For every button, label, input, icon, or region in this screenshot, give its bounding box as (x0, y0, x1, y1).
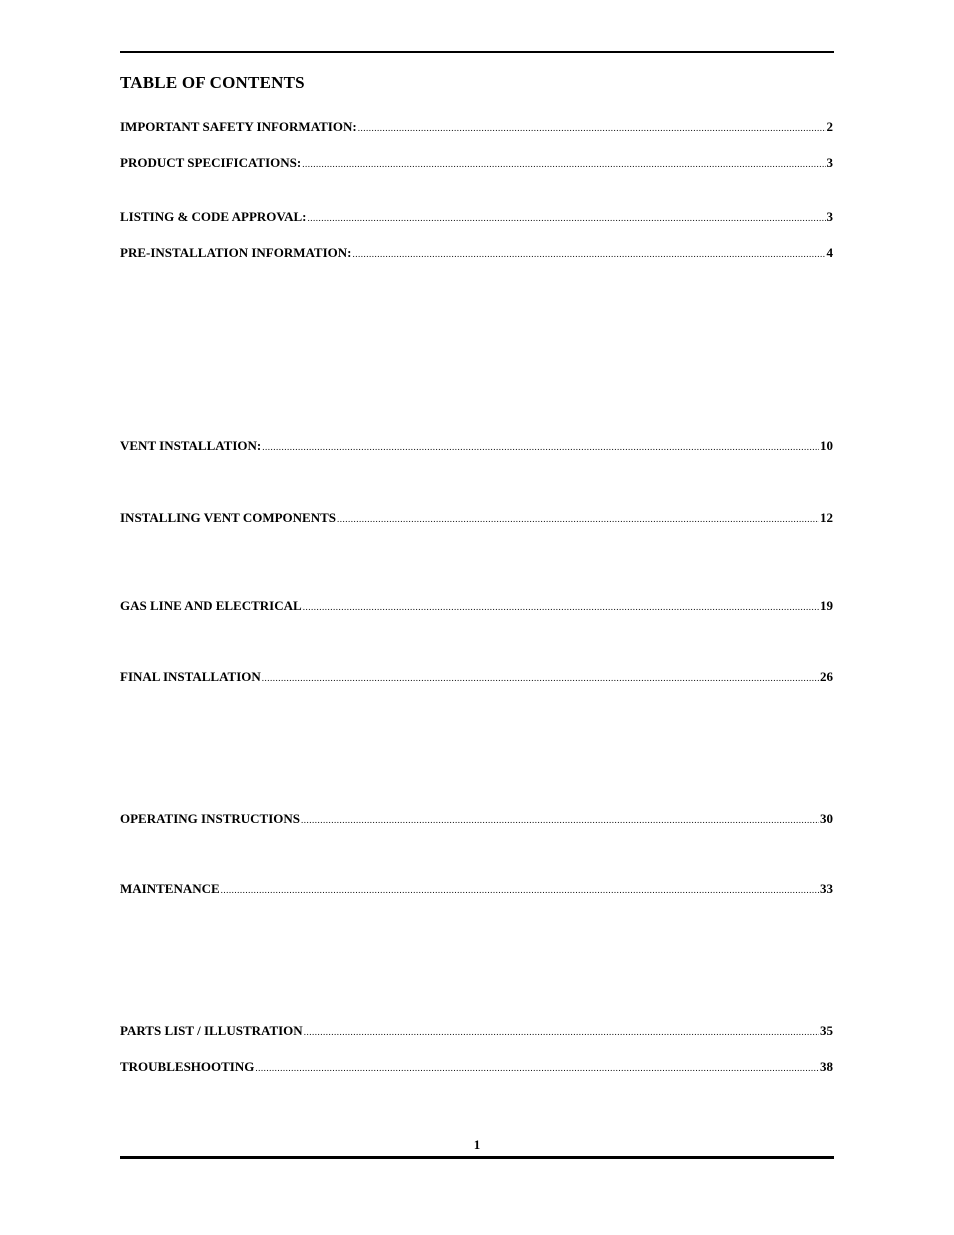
toc-entry-listing[interactable] (120, 208, 833, 226)
toc-entry-page: 38 (820, 1059, 833, 1074)
toc-entry-page: 35 (820, 1023, 833, 1038)
toc-entry-vent-installation[interactable] (120, 437, 833, 455)
dot-leader (255, 1059, 819, 1077)
toc-entry-page: 3 (826, 155, 833, 170)
toc-entry-label: PRE-INSTALLATION INFORMATION: (120, 245, 352, 260)
toc-entry-label: GAS LINE AND ELECTRICAL (120, 598, 302, 613)
dot-leader (307, 209, 825, 227)
toc-entry-page: 19 (820, 598, 833, 613)
toc-entry-label: FINAL INSTALLATION (120, 669, 261, 684)
toc-entry-label: VENT INSTALLATION: (120, 438, 262, 453)
dot-leader (303, 598, 819, 616)
toc-entry-label: TROUBLESHOOTING (120, 1059, 255, 1074)
page-title: TABLE OF CONTENTS (120, 73, 305, 92)
toc-entry-gas-line[interactable] (120, 597, 833, 615)
toc-entry-troubleshooting[interactable] (120, 1058, 833, 1076)
toc-entry-label: INSTALLING VENT COMPONENTS (120, 510, 336, 525)
toc-entry-label: IMPORTANT SAFETY INFORMATION: (120, 119, 357, 134)
toc-entry-operating-instructions[interactable] (120, 810, 833, 828)
toc-entry-label: OPERATING INSTRUCTIONS (120, 811, 300, 826)
dot-leader (262, 669, 819, 687)
dot-leader (304, 1023, 819, 1041)
toc-entry-page: 33 (820, 881, 833, 896)
toc-entry-page: 2 (826, 119, 833, 134)
toc-entry-page: 12 (820, 510, 833, 525)
dot-leader (353, 245, 826, 263)
toc-entry-final-installation[interactable] (120, 668, 833, 686)
dot-leader (337, 510, 819, 528)
toc-entry-maintenance[interactable] (120, 880, 833, 898)
dot-leader (262, 438, 819, 456)
toc-entry-page: 10 (820, 438, 833, 453)
toc-entry-vent-components[interactable] (120, 509, 833, 527)
toc-entry-parts-list[interactable] (120, 1022, 833, 1040)
toc-entry-specifications[interactable] (120, 154, 833, 172)
dot-leader (302, 155, 825, 173)
toc-entry-pre-installation[interactable] (120, 244, 833, 262)
toc-entry-safety[interactable] (120, 118, 833, 136)
toc-entry-label: PARTS LIST / ILLUSTRATION (120, 1023, 303, 1038)
toc-entry-label: MAINTENANCE (120, 881, 220, 896)
toc-entry-page: 30 (820, 811, 833, 826)
toc-entry-page: 3 (826, 209, 833, 224)
dot-leader (301, 811, 819, 829)
dot-leader (221, 881, 819, 899)
bottom-rule (120, 1156, 834, 1159)
toc-entry-label: PRODUCT SPECIFICATIONS: (120, 155, 302, 170)
page-number: 1 (473, 1137, 481, 1152)
dot-leader (358, 119, 826, 137)
toc-entry-page: 26 (820, 669, 833, 684)
toc-entry-page: 4 (826, 245, 833, 260)
top-rule (120, 51, 834, 53)
toc-entry-label: LISTING & CODE APPROVAL: (120, 209, 307, 224)
